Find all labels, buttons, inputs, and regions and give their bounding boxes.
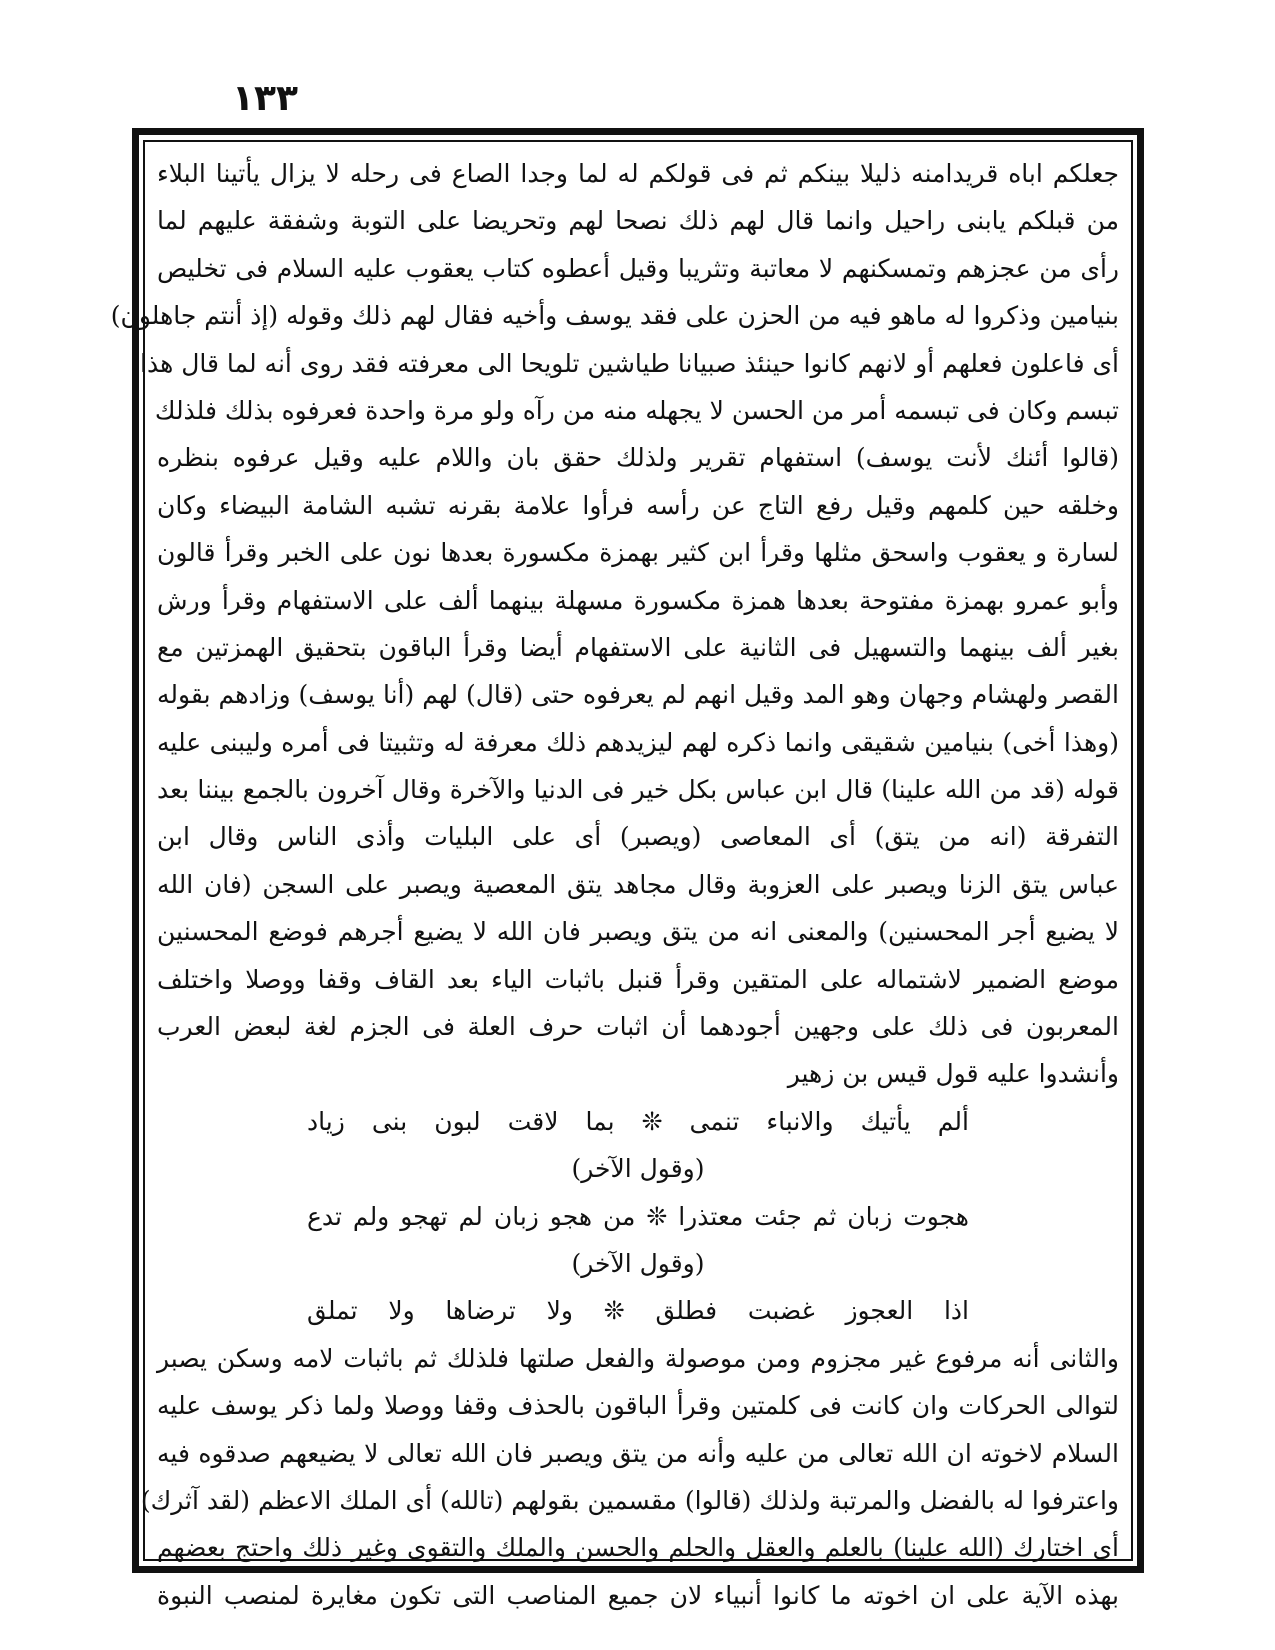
text-line: تبسم وكان فى تبسمه أمر من الحسن لا يجهله منه من رآه ولو مرة واحدة فعرفوه بذلك فلذلك — [154, 395, 1119, 425]
page-number: ١٣٣ — [232, 78, 298, 119]
text-line: موضع الضمير لاشتماله على المتقين وقرأ قنبل باثبات الياء بعد القاف وقفا ووصلا واختلف — [157, 964, 1119, 994]
text-line: بنيامين وذكروا له ماهو فيه من الحزن على فقد يوسف وأخيه فقال لهم ذلك وقوله (إذ أنتم جاهلون) — [110, 301, 1119, 331]
text-line: والثانى أنه مرفوع غير مجزوم ومن موصولة والفعل صلتها فلذلك ثم باثبات لامه وسكن يصبر — [157, 1343, 1119, 1373]
text-line: جعلكم اباه قريدامنه ذليلا بينكم ثم فى قولكم له لما وجدا الصاع فى رحله لا يزال يأتينا البلاء — [157, 159, 1119, 188]
page-inner-border — [110, 140, 1133, 1610]
text-line: واعترفوا له بالفضل والمرتبة ولذلك (قالوا) مقسمين بقولهم (تالله) أى الملك الاعظم (لقد آثرك) — [140, 1485, 1119, 1515]
text-line: لتوالى الحركات وان كانت فى كلمتين وقرأ الباقون بالحذف وقفا ووصلا ولما ذكر يوسف عليه — [157, 1391, 1119, 1421]
text-line: رأى من عجزهم وتمسكنهم لا معاتبة وتثريبا وقيل أعطوه كتاب يعقوب عليه السلام فى تخليص — [157, 253, 1119, 283]
text-line: التفرقة (انه من يتق) أى المعاصى (ويصبر) أى على البليات وأذى الناس وقال ابن — [157, 822, 1119, 852]
poetry-verse: هجوت زبان ثم جئت معتذرا ❊ من هجو زبان لم تهجو ولم تدع — [307, 1201, 969, 1231]
text-line: عباس يتق الزنا ويصبر على العزوبة وقال مجاهد يتق المعصية ويصبر على السجن (فان الله — [157, 869, 1119, 899]
verse-heading: (وقول الآخر) — [571, 1248, 705, 1278]
text-line: (وهذا أخى) بنيامين شقيقى وانما ذكره لهم ليزيدهم ذلك معرفة له وتثبيتا فى أمره وليبنى عليه — [157, 727, 1119, 757]
text-line: أى اختارك (الله علينا) بالعلم والعقل والحلم والحسن والملك والتقوى وغير ذلك واحتج بعضهم — [157, 1533, 1119, 1563]
text-line: وأنشدوا عليه قول قيس بن زهير — [787, 1059, 1119, 1089]
text-line: المعربون فى ذلك على وجهين أجودهما أن اثبات حرف العلة فى الجزم لغة لبعض العرب — [157, 1012, 1119, 1042]
text-line: بغير ألف بينهما والتسهيل فى الثانية على الاستفهام أيضا وقرأ الباقون بتحقيق الهمزتين مع — [157, 632, 1119, 662]
body-text — [110, 150, 1119, 1619]
text-line: لا يضيع أجر المحسنين) والمعنى انه من يتق ويصبر فان الله لا يضيع أجرهم فوضع المحسنين — [157, 917, 1119, 947]
text-line: أى فاعلون فعلهم أو لانهم كانوا حينئذ صبيانا طياشين تلويحا الى معرفته فقد روى أنه لما قال هذا — [140, 348, 1119, 378]
text-line: القصر ولهشام وجهان وهو المد وقيل انهم لم يعرفوه حتى (قال) لهم (أنا يوسف) وزادهم بقوله — [157, 680, 1119, 710]
text-line: (قالوا أئنك لأنت يوسف) استفهام تقرير ولذلك حقق بان واللام عليه وقيل عرفوه بنظره — [157, 443, 1119, 473]
text-line: قوله (قد من الله علينا) قال ابن عباس بكل خير فى الدنيا والآخرة وقال آخرون بالجمع بيننا بعد — [157, 775, 1119, 805]
text-line: وأبو عمرو بهمزة مفتوحة بعدها همزة مكسورة مسهلة بينهما ألف على الاستفهام وقرأ ورش — [157, 585, 1119, 615]
text-line: لسارة و يعقوب واسحق مثلها وقرأ ابن كثير بهمزة مكسورة بعدها نون على الخبر وقرأ قالون — [157, 538, 1119, 568]
text-line: السلام لاخوته ان الله تعالى من عليه وأنه من يتق ويصبر فان الله تعالى لا يضيعهم صدقوه فيه — [157, 1438, 1119, 1468]
text-line: من قبلكم يابنى راحيل وانما قال لهم ذلك نصحا لهم وتحريضا على التوبة وشفقة عليهم لما — [157, 206, 1119, 236]
text-line: وخلقه حين كلمهم وقيل رفع التاج عن رأسه فرأوا علامة بقرنه تشبه الشامة البيضاء وكان — [157, 490, 1119, 520]
poetry-verse: اذا العجوز غضبت فطلق ❊ ولا ترضاها ولا تملق — [307, 1296, 969, 1326]
poetry-verse: ألم يأتيك والانباء تنمى ❊ بما لاقت لبون بنى زياد — [307, 1106, 969, 1136]
verse-heading: (وقول الآخر) — [571, 1154, 705, 1184]
text-line: بهذه الآية على ان اخوته ما كانوا أنبياء لان جميع المناصب التى تكون مغايرة لمنصب النبوة — [157, 1580, 1119, 1610]
